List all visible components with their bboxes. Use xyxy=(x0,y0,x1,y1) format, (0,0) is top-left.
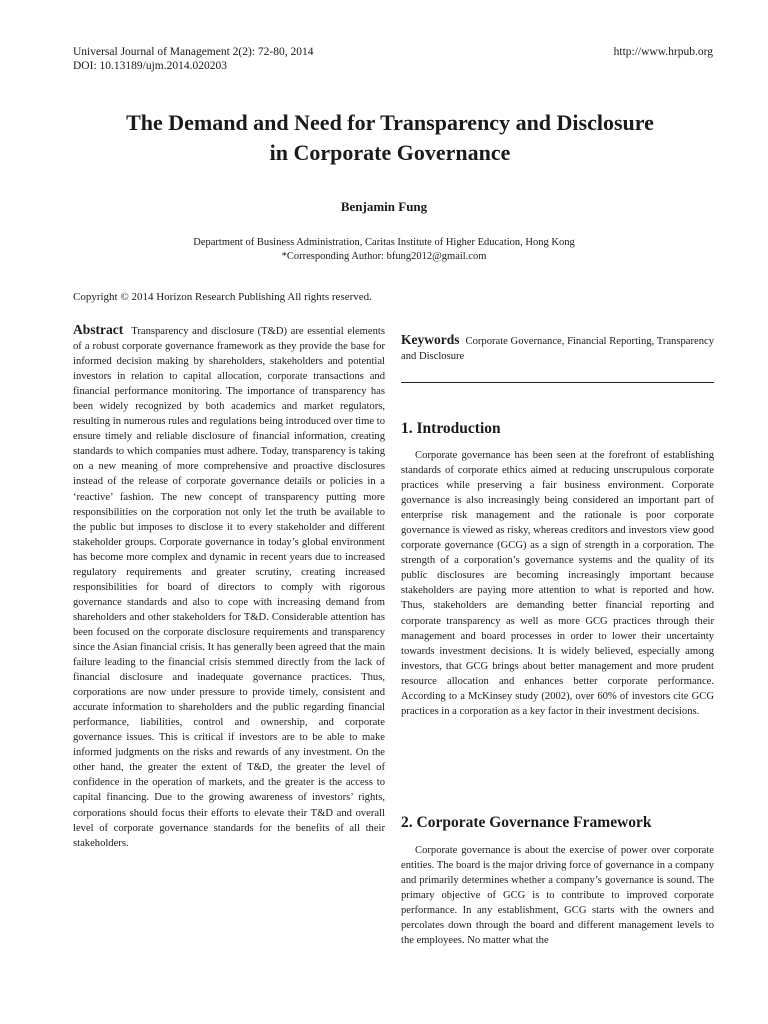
corresponding-author: *Corresponding Author: bfung2012@gmail.com xyxy=(281,251,487,262)
keywords xyxy=(401,332,714,364)
doi: DOI: 10.13189/ujm.2014.020203 xyxy=(73,60,227,72)
paper-title xyxy=(60,108,720,168)
copyright-notice: Copyright © 2014 Horizon Research Publishing All rights reserved. xyxy=(73,291,372,303)
journal-header xyxy=(73,45,313,73)
journal-url[interactable]: http://www.hrpub.org xyxy=(613,46,713,58)
paragraph: Corporate governance is about the exercise of power over corporate entities. The board is the major driving force of governance in a company and primarily determines whether a company’s governance is sound. The primary objective of GCG is to contribute to improved corporate performance. In any establishment, GCG starts with the owners and percolates down through the board and different management levels to the employees. No matter what the xyxy=(401,845,714,947)
abstract-text: Transparency and disclosure (T&D) are essential elements of a robust corporate governance framework as they provide the base for informed decision making by shareholders, stakeholders and potential investors in relation to capital allocation, corporate transactions and financial performance monitoring. The importance of transparency has been widely recognized by both academics and market regulators, resulting in numerous rules and regulations being introduced over time to ensure timely and reliable disclosure of financial information, creating standards to which companies must adhere. Today, transparency is taking on a new meaning of more comprehensive and proactive disclosures instead of the release of corporate governance details or policies in a ‘reactive’ fashion. The new concept of transparency putting more responsibilities on the corporation not only let the truth be available to the public but imposes to disclose it to every stakeholder and different stakeholder groups. Corporate governance in today’s global environment has become more complex and dynamic in recent years due to increased regulatory requirements and greater scrutiny, creating increased responsibilities for board of directors to comply with rigorous governance standards and also to cope with increasing demand from shareholders and other stakeholders for T&D. Considerable attention has been focused on the corporate disclosure requirements and transparency since the Asian financial crisis. It has generally been agreed that the main failure leading to the financial crisis stemmed directly from the lack of financial disclosure and inadequate governance practices. Thus, corporations are now under pressure to provide timely, consistent and accurate information to shareholders and the public regarding financial performance, liabilities, control and ownership, and corporate governance issues. This is critical if investors are to be able to make informed judgments on the risks and rewards of any investment. On the other hand, the greater the extent of T&D, the greater the level of confidence in the operation of markets, and the greater is the access to capital financing. Due to the growing awareness of investors’ rights, corporations should focus their efforts to elevate their T&D and overall level of corporate governance standards for the benefits of all their stakeholders. xyxy=(73,326,385,849)
abstract xyxy=(73,322,385,851)
affiliation xyxy=(0,236,768,264)
title-line-2: in Corporate Governance xyxy=(269,140,511,165)
section-body-introduction xyxy=(401,448,714,719)
divider xyxy=(401,382,714,383)
keywords-heading: Keywords xyxy=(401,332,460,347)
section-heading-introduction: 1. Introduction xyxy=(401,420,501,437)
abstract-heading: Abstract xyxy=(73,322,124,337)
section-heading-framework: 2. Corporate Governance Framework xyxy=(401,814,652,831)
section-body-framework xyxy=(401,843,714,948)
title-line-1: The Demand and Need for Transparency and Disclosure xyxy=(126,110,654,135)
paragraph: Corporate governance has been seen at the forefront of establishing standards of corporate ethics aimed at reducing unscrupulous corporate practices while preserving a fair business environment. Corporate governance is also increasingly being considered an important part of enterprise risk management and the rationale is poor corporate governance is viewed as risky, whereas creditors and investors view good corporate governance (GCG) as a sign of strength in a corporation. The strength of a corporation’s governance systems and the quality of its public disclosures are becoming increasingly important because stakeholders are paying more attention to what is reported and how. Thus, stakeholders are demanding better financial reporting and corporate transparency as well as more GCG practices through their management and board processes in order to lower their uncertainty towards investment decisions. It is widely believed, especially among investors, that GCG brings about better management and more prudent resource allocation and enhances better corporate performance. According to a McKinsey study (2002), over 60% of investors cite GCG practices in a corporation as a key factor in their investment decisions. xyxy=(401,450,714,717)
keywords-text: Corporate Governance, Financial Reporting, Transparency and Disclosure xyxy=(401,336,714,363)
author-name: Benjamin Fung xyxy=(340,199,428,214)
department: Department of Business Administration, Caritas Institute of Higher Education, Hong Kong xyxy=(193,237,575,248)
journal-citation: Universal Journal of Management 2(2): 72-80, 2014 xyxy=(73,46,314,58)
